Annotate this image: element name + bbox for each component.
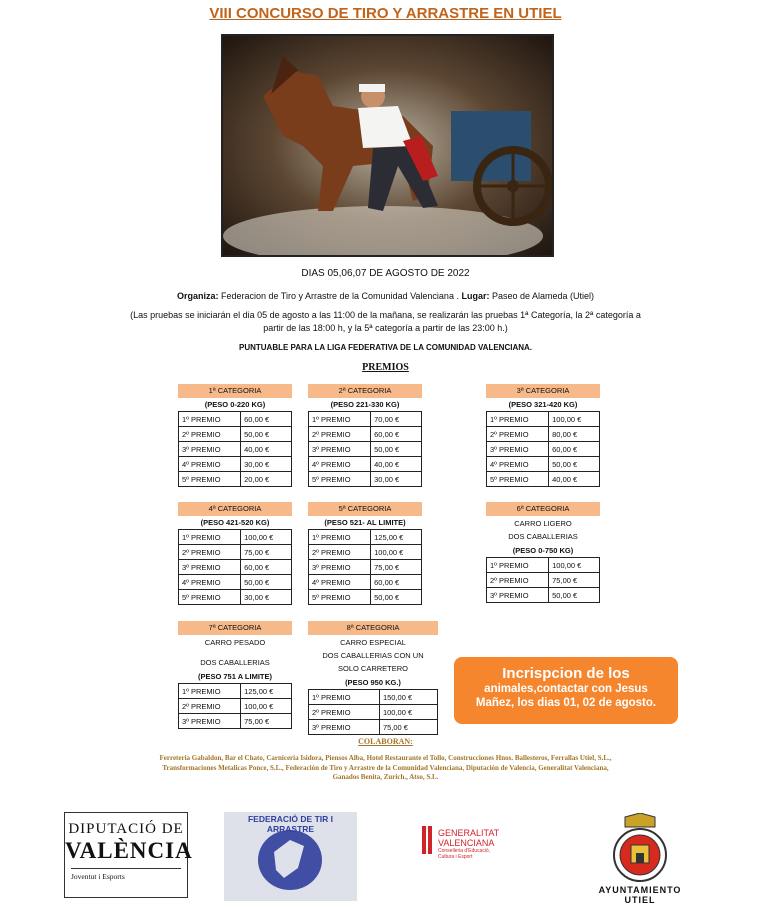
table-row — [309, 705, 438, 720]
category-note: CARRO ESPECIAL — [340, 638, 406, 647]
category-header: 1ª CATEGORIA — [178, 384, 292, 398]
diputacio-logo-line: DIPUTACIÓ DE — [68, 821, 184, 837]
prize-label: 2º PREMIO — [179, 699, 241, 714]
prize-label: 2º PREMIO — [309, 427, 371, 442]
category-header: 6ª CATEGORIA — [486, 502, 600, 516]
category-note: DOS CABALLERIAS — [508, 532, 578, 541]
prize-amount: 30,00 € — [371, 472, 422, 487]
diputacio-logo-line: VALÈNCIA — [65, 838, 193, 863]
callout-line-2: animales,contactar con Jesus — [484, 683, 648, 695]
table-row — [179, 545, 292, 560]
prize-label: 1º PREMIO — [179, 684, 241, 699]
table-row — [487, 472, 600, 487]
schedule-line-2: partir de las 18:00 h, y la 5ª categoría a partir de las 23:00 h.) — [263, 323, 508, 333]
category-block — [486, 502, 600, 603]
event-dates: DIAS 05,06,07 DE AGOSTO DE 2022 — [301, 268, 470, 279]
prize-amount: 40,00 € — [371, 457, 422, 472]
prize-amount: 50,00 € — [371, 590, 422, 605]
prize-label: 5º PREMIO — [309, 590, 371, 605]
table-row — [179, 530, 292, 545]
category-weight: (PESO 950 KG.) — [345, 678, 401, 687]
prize-amount: 75,00 € — [379, 720, 437, 735]
category-header: 4ª CATEGORIA — [178, 502, 292, 516]
prize-amount: 50,00 € — [241, 427, 292, 442]
page-title: VIII CONCURSO DE TIRO Y ARRASTRE EN UTIEL — [209, 5, 562, 22]
category-header: 5ª CATEGORIA — [308, 502, 422, 516]
category-block — [308, 502, 422, 605]
table-row — [309, 545, 422, 560]
table-row — [309, 442, 422, 457]
gva-logo-line: GENERALITAT — [438, 828, 500, 838]
table-row — [179, 699, 292, 714]
sponsors-line: Transformaciones Metalicas Ponce, S.L., Federación de Tiro y Arrastre de la Comunidad Valenciana, Diputación de Valencia, Generalitat Valenciana, — [162, 763, 609, 772]
category-weight: (PESO 751 A LIMITE) — [197, 672, 273, 681]
prize-table — [486, 411, 600, 487]
callout-line-1: Incrispcion de los — [502, 665, 630, 682]
prize-label: 3º PREMIO — [179, 442, 241, 457]
sponsors-list — [100, 754, 671, 783]
prize-amount: 50,00 € — [371, 442, 422, 457]
registration-callout — [454, 657, 678, 724]
category-header: 8ª CATEGORIA — [308, 621, 438, 635]
prize-amount: 40,00 € — [549, 472, 600, 487]
table-row — [487, 588, 600, 603]
colaboran-heading: COLABORAN: — [358, 737, 413, 746]
category-note: DOS CABALLERIAS — [200, 658, 270, 667]
prize-label: 4º PREMIO — [179, 457, 241, 472]
category-note: DOS CABALLERIAS CON UN — [322, 651, 424, 660]
horse-photo — [221, 34, 554, 257]
prize-label: 1º PREMIO — [309, 690, 380, 705]
category-header: 7ª CATEGORIA — [178, 621, 292, 635]
table-row — [309, 720, 438, 735]
prize-label: 3º PREMIO — [179, 714, 241, 729]
prize-amount: 100,00 € — [371, 545, 422, 560]
prize-table — [308, 689, 438, 735]
table-row — [487, 573, 600, 588]
prize-amount: 100,00 € — [241, 699, 292, 714]
prize-amount: 50,00 € — [549, 588, 600, 603]
prize-amount: 75,00 € — [549, 573, 600, 588]
table-row — [309, 560, 422, 575]
ayuntamiento-logo-line: UTIEL — [624, 895, 656, 905]
table-row — [309, 690, 438, 705]
prize-label: 2º PREMIO — [487, 427, 549, 442]
category-weight: (PESO 0-220 KG) — [204, 400, 266, 409]
table-row — [309, 412, 422, 427]
category-weight: (PESO 0-750 KG) — [512, 546, 574, 555]
prize-amount: 60,00 € — [549, 442, 600, 457]
prize-amount: 125,00 € — [371, 530, 422, 545]
prize-table — [308, 529, 422, 605]
category-weight: (PESO 321-420 KG) — [508, 400, 578, 409]
prize-label: 1º PREMIO — [179, 530, 241, 545]
prize-amount: 75,00 € — [241, 714, 292, 729]
category-note: SOLO CARRETERO — [337, 664, 408, 673]
sponsors-line: Ganados Benita, Zurich., Atso, S.L. — [332, 773, 439, 781]
ayuntamiento-logo — [590, 813, 690, 907]
category-block — [486, 384, 600, 487]
prize-amount: 30,00 € — [241, 457, 292, 472]
diputacio-logo-line: Joventut i Esports — [71, 868, 181, 881]
prize-label: 3º PREMIO — [309, 560, 371, 575]
prize-label: 2º PREMIO — [487, 573, 549, 588]
prize-label: 1º PREMIO — [179, 412, 241, 427]
callout-line-3: Mañez, los dias 01, 02 de agosto. — [475, 697, 657, 709]
prize-table — [486, 557, 600, 603]
prize-amount: 60,00 € — [241, 560, 292, 575]
table-row — [179, 457, 292, 472]
category-weight: (PESO 421-520 KG) — [200, 518, 270, 527]
category-block — [308, 621, 438, 735]
table-row — [179, 575, 292, 590]
category-header: 3ª CATEGORIA — [486, 384, 600, 398]
prize-label: 1º PREMIO — [487, 412, 549, 427]
table-row — [309, 590, 422, 605]
table-row — [487, 442, 600, 457]
category-block — [308, 384, 422, 487]
category-note: CARRO PESADO — [204, 638, 266, 647]
table-row — [179, 590, 292, 605]
prize-amount: 20,00 € — [241, 472, 292, 487]
table-row — [309, 427, 422, 442]
federacion-logo-text: FEDERACIÓ DE TIR I ARRASTRE — [247, 814, 333, 834]
prize-label: 3º PREMIO — [179, 560, 241, 575]
schedule-line-1: (Las pruebas se iniciarán el dia 05 de agosto a las 11:00 de la mañana, se realizarán las pruebas 1ª Categoría, la 2ª categoría a — [130, 310, 641, 320]
prize-label: 2º PREMIO — [309, 545, 371, 560]
prize-amount: 40,00 € — [241, 442, 292, 457]
table-row — [179, 427, 292, 442]
sponsors-line: Ferreteria Gabaldon, Bar el Chato, Carniceria Isidora, Piensos Alba, Hotel Restaurante el Tollo, Construcciones Hnos. Ballesteros, Ferrallas Utiel, S.L., — [159, 754, 612, 762]
table-row — [487, 412, 600, 427]
prize-label: 3º PREMIO — [487, 442, 549, 457]
prize-amount: 100,00 € — [241, 530, 292, 545]
table-row — [179, 412, 292, 427]
prize-label: 2º PREMIO — [179, 545, 241, 560]
prize-table — [308, 411, 422, 487]
prize-label: 5º PREMIO — [179, 472, 241, 487]
prizes-heading: PREMIOS — [362, 362, 409, 373]
table-row — [309, 530, 422, 545]
prize-label: 3º PREMIO — [487, 588, 549, 603]
table-row — [179, 560, 292, 575]
table-row — [179, 442, 292, 457]
prize-amount: 100,00 € — [549, 558, 600, 573]
gva-logo-line: Cultura i Esport — [438, 854, 473, 860]
category-block — [178, 502, 292, 605]
ayuntamiento-logo-line: AYUNTAMIENTO — [598, 885, 682, 895]
prize-amount: 60,00 € — [371, 575, 422, 590]
prize-amount: 75,00 € — [371, 560, 422, 575]
prize-label: 4º PREMIO — [309, 575, 371, 590]
gva-logo-line: Conselleria d'Educació, — [438, 848, 491, 854]
prize-label: 2º PREMIO — [309, 705, 380, 720]
organizer-line: Organiza: Federacion de Tiro y Arrastre de la Comunidad Valenciana . Lugar: Paseo de Alameda (Utiel) — [176, 291, 595, 301]
category-block — [178, 384, 292, 487]
category-weight: (PESO 221-330 KG) — [330, 400, 400, 409]
league-note: PUNTUABLE PARA LA LIGA FEDERATIVA DE LA COMUNIDAD VALENCIANA. — [238, 343, 533, 352]
prize-label: 1º PREMIO — [487, 558, 549, 573]
table-row — [309, 575, 422, 590]
generalitat-logo — [420, 826, 520, 876]
prize-label: 3º PREMIO — [309, 442, 371, 457]
table-row — [487, 427, 600, 442]
prize-amount: 50,00 € — [241, 575, 292, 590]
prize-amount: 30,00 € — [241, 590, 292, 605]
prize-amount: 100,00 € — [549, 412, 600, 427]
prize-label: 1º PREMIO — [309, 530, 371, 545]
prize-label: 4º PREMIO — [309, 457, 371, 472]
table-row — [309, 457, 422, 472]
table-row — [179, 684, 292, 699]
prize-label: 1º PREMIO — [309, 412, 371, 427]
prize-label: 5º PREMIO — [179, 590, 241, 605]
prize-amount: 60,00 € — [241, 412, 292, 427]
prize-amount: 70,00 € — [371, 412, 422, 427]
prize-label: 3º PREMIO — [309, 720, 380, 735]
category-weight: (PESO 521- AL LIMITE) — [324, 518, 406, 527]
diputacio-logo — [64, 812, 193, 898]
table-row — [487, 457, 600, 472]
prize-table — [178, 529, 292, 605]
prize-amount: 150,00 € — [379, 690, 437, 705]
prize-table — [178, 683, 292, 729]
prize-amount: 100,00 € — [379, 705, 437, 720]
prize-amount: 125,00 € — [241, 684, 292, 699]
table-row — [487, 558, 600, 573]
prize-amount: 75,00 € — [241, 545, 292, 560]
prize-table — [178, 411, 292, 487]
prize-label: 4º PREMIO — [179, 575, 241, 590]
prize-label: 5º PREMIO — [309, 472, 371, 487]
category-note: CARRO LIGERO — [514, 519, 572, 528]
gva-logo-line: VALENCIANA — [438, 838, 495, 848]
prize-label: 2º PREMIO — [179, 427, 241, 442]
table-row — [179, 472, 292, 487]
prize-amount: 60,00 € — [371, 427, 422, 442]
prize-label: 4º PREMIO — [487, 457, 549, 472]
table-row — [179, 714, 292, 729]
prize-amount: 80,00 € — [549, 427, 600, 442]
category-header: 2ª CATEGORIA — [308, 384, 422, 398]
table-row — [309, 472, 422, 487]
federacion-logo — [224, 812, 357, 901]
prize-label: 5º PREMIO — [487, 472, 549, 487]
prize-amount: 50,00 € — [549, 457, 600, 472]
category-block — [178, 621, 292, 729]
